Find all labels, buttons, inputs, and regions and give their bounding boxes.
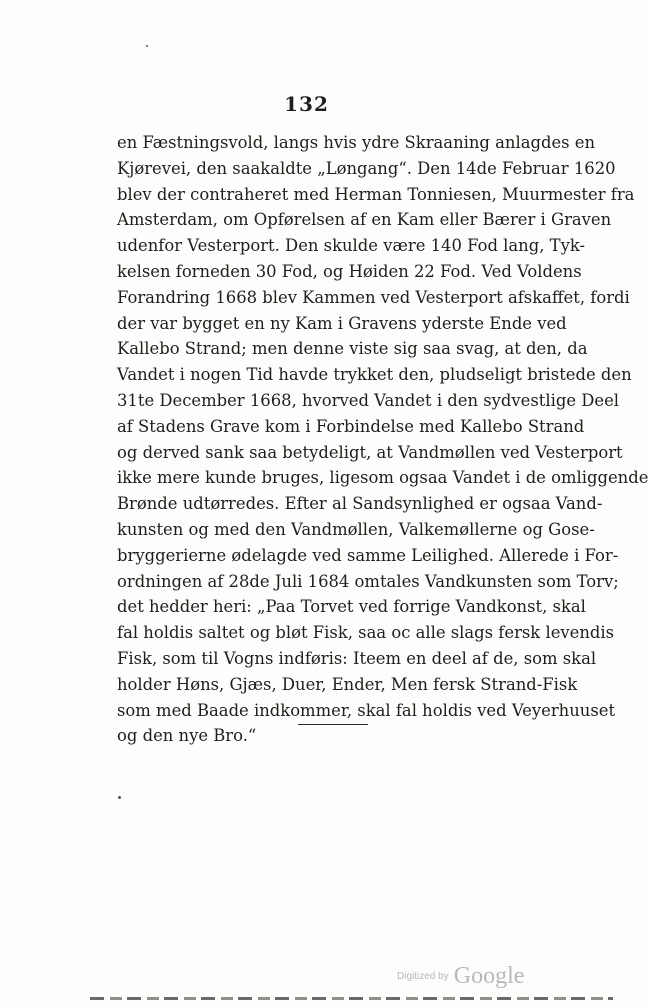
section-divider — [298, 724, 368, 725]
text-line: udenfor Vesterport. Den skulde være 140 Fod lang, Tyk- — [117, 236, 586, 256]
text-line: blev der contraheret med Herman Tonniesen, Muurmester fra — [117, 184, 635, 204]
scan-speck — [118, 796, 121, 799]
text-line: en Fæstningsvold, langs hvis ydre Skraaning anlagdes en — [117, 133, 596, 152]
text-line: ordningen af 28de Juli 1684 omtales Vandkunsten som Torv; — [117, 571, 619, 591]
text-line: Forandring 1668 blev Kammen ved Vesterport afskaffet, fordi — [117, 287, 630, 307]
text-line: Vandet i nogen Tid havde trykket den, pludseligt bristede den — [117, 365, 632, 385]
text-line: Amsterdam, om Opførelsen af en Kam eller Bærer i Graven — [117, 210, 612, 230]
page-number: 132 — [284, 92, 329, 116]
text-line: fal holdis saltet og bløt Fisk, saa oc alle slags fersk levendis — [117, 623, 615, 643]
text-line: Brønde udtørredes. Efter al Sandsynlighed er ogsaa Vand- — [117, 494, 603, 514]
text-line: og derved sank saa betydeligt, at Vandmøllen ved Vesterport — [117, 442, 623, 462]
text-line: holder Høns, Gjæs, Duer, Ender, Men fersk Strand-Fisk — [117, 674, 578, 694]
scan-speck — [146, 45, 148, 47]
text-line: bryggerierne ødelagde ved samme Leilighed. Allerede i For- — [117, 545, 619, 565]
text-line: og den nye Bro.“ — [117, 726, 257, 746]
watermark-prefix: Digitized by — [397, 971, 449, 982]
text-line: ikke mere kunde bruges, ligesom ogsaa Vandet i de omliggende — [117, 468, 648, 488]
text-line: 31te December 1668, hvorved Vandet i den sydvestlige Deel — [117, 390, 620, 410]
text-line: Fisk, som til Vogns indføris: Iteem en deel af de, som skal — [117, 648, 597, 668]
digitized-watermark — [397, 963, 527, 993]
text-line: kelsen forneden 30 Fod, og Høiden 22 Fod. Ved Voldens — [117, 261, 582, 281]
text-line: af Stadens Grave kom i Forbindelse med Kallebo Strand — [117, 416, 585, 436]
text-line: Kallebo Strand; men denne viste sig saa svag, at den, da — [117, 339, 588, 359]
text-line: som med Baade indkommer, skal fal holdis ved Veyerhuuset — [117, 700, 616, 720]
text-line: kunsten og med den Vandmøllen, Valkemøllerne og Gose- — [117, 519, 595, 539]
text-line: der var bygget en ny Kam i Gravens yderste Ende ved — [117, 313, 567, 333]
text-line: det hedder heri: „Paa Torvet ved forrige Vandkonst, skal — [117, 597, 586, 617]
text-line: Kjørevei, den saakaldte „Løngang“. Den 14de Februar 1620 — [117, 158, 616, 178]
scan-edge — [90, 997, 613, 1000]
google-logo: Google — [453, 963, 525, 989]
body-text — [117, 130, 648, 749]
